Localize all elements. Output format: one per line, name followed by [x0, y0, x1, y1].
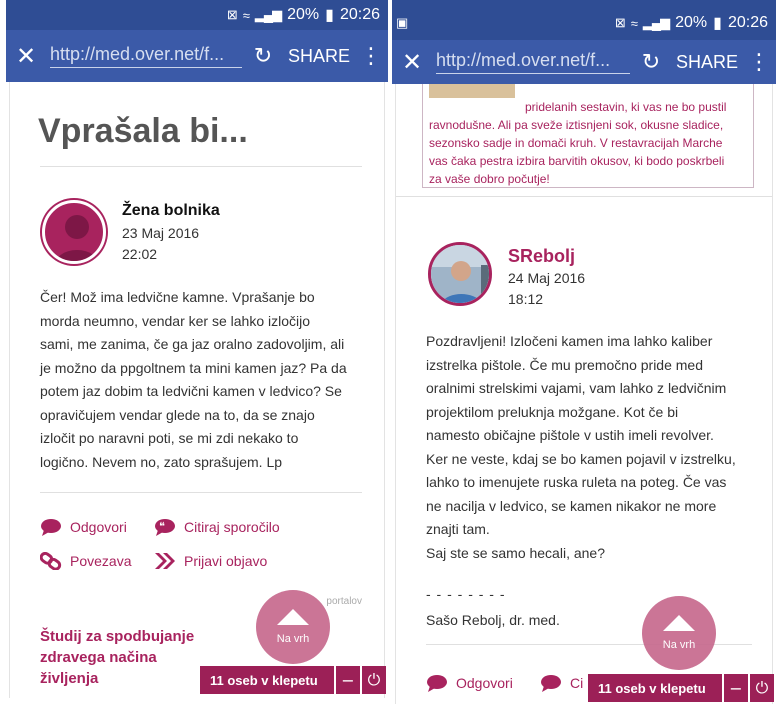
ad-line: za vaše dobro počutje!	[429, 172, 550, 186]
ad-line: sezonsko sadje in domači kruh. V restavracijah Marche	[429, 136, 723, 150]
clock: 20:26	[727, 14, 768, 31]
mute-icon: ⊠	[226, 7, 237, 22]
svg-text:❝: ❝	[159, 520, 165, 533]
chat-bar	[588, 674, 774, 702]
post-line: znajti tam.	[426, 521, 490, 537]
back-to-top-button[interactable]	[642, 596, 716, 670]
reply-label: Odgovori	[70, 519, 127, 535]
share-button[interactable]: SHARE	[287, 45, 350, 66]
url-field[interactable]: http://med.over.net/f...	[50, 44, 242, 68]
chat-bar	[200, 666, 386, 694]
close-icon[interactable]: ✕	[16, 42, 37, 70]
reply-label: Odgovori	[456, 675, 513, 691]
post-body	[426, 330, 766, 565]
related-article-title[interactable]	[40, 626, 194, 689]
chat-users-button[interactable]: 11 oseb v klepetu	[588, 674, 722, 702]
url-field[interactable]: http://med.over.net/f...	[436, 50, 630, 74]
ad-line: ravnodušne. Ali pa sveže iztisnjeni sok, okusne sladice,	[429, 118, 724, 132]
reply-link[interactable]	[40, 518, 127, 536]
quote-bubble-icon	[540, 674, 562, 692]
divider	[396, 196, 772, 197]
related-title-line: zdravega načina	[40, 649, 157, 666]
chat-minimize-button[interactable]: −	[334, 666, 360, 694]
browser-toolbar	[392, 40, 776, 84]
signal-icon: ▂▄▆	[642, 15, 670, 30]
reply-link[interactable]	[426, 674, 513, 692]
source-tag: portalov	[326, 596, 362, 607]
related-title-line: življenja	[40, 670, 99, 687]
battery-level: 20%	[287, 6, 320, 23]
chat-power-button[interactable]: ⏻	[360, 666, 386, 694]
divider	[40, 166, 362, 167]
wifi-icon: ≈	[242, 7, 249, 23]
speech-bubble-icon	[426, 674, 448, 692]
chat-minimize-button[interactable]: −	[722, 674, 748, 702]
signature: Sašo Rebolj, dr. med.	[426, 612, 560, 628]
post-line: sami, me zanima, če ga jaz oralno zadovoljim, ali	[40, 336, 345, 352]
battery-level: 20%	[675, 14, 708, 31]
status-bar	[6, 0, 388, 30]
ad-image	[429, 84, 515, 98]
chat-users-button[interactable]: 11 oseb v klepetu	[200, 666, 334, 694]
status-bar	[392, 0, 776, 40]
back-to-top-label: Na vrh	[276, 633, 310, 645]
related-title-line: Študij za spodbujanje	[40, 628, 195, 645]
post-line: Ker ne veste, kdaj se bo kamen pojavil v izstrelku,	[426, 450, 736, 467]
double-chevron-icon	[154, 552, 176, 570]
permalink-link[interactable]	[40, 552, 131, 570]
clock: 20:26	[339, 6, 380, 23]
post-line: potem jaz dobim ta ledvični kamen v ledvico? Se	[40, 383, 342, 399]
ad-line: pridelanih sestavin, ki vas ne bo pustil	[525, 100, 727, 114]
post-line: Saj ste se samo hecali, ane?	[426, 544, 605, 561]
battery-icon: ▮	[325, 7, 334, 24]
ad-banner[interactable]	[422, 84, 754, 188]
thread-title: Vprašala bi...	[38, 112, 248, 150]
page-content	[6, 82, 388, 698]
post-line: je možno da ppgoltnem ta mini kamen jaz? Pa da	[40, 359, 347, 376]
more-options-icon[interactable]: ⋮	[360, 43, 382, 69]
post-line: oralnimi strelskimi vajami, vam lahko z ledvičnim	[426, 380, 727, 396]
reload-icon[interactable]: ↻	[253, 43, 273, 69]
share-button[interactable]: SHARE	[675, 51, 738, 72]
quote-link[interactable]	[154, 518, 280, 536]
post-date: 23 Maj 2016	[122, 225, 200, 241]
reload-icon[interactable]: ↻	[641, 49, 661, 75]
quote-label: Ci	[570, 675, 584, 691]
back-to-top-button[interactable]	[256, 590, 330, 664]
post-line: ne nacilja v ledvico, se kamen nikakor ne more	[426, 497, 717, 514]
left-phone-screen	[6, 0, 388, 698]
quote-link[interactable]	[540, 674, 583, 692]
chat-power-button[interactable]: ⏻	[748, 674, 774, 702]
post-line: namesto običajne pištole v ustih imeli revolver.	[426, 427, 714, 443]
mute-icon: ⊠	[614, 15, 625, 30]
post-line: Čer! Mož ima ledvične kamne. Vprašanje bo	[40, 289, 315, 305]
up-arrow-icon	[277, 609, 309, 625]
post-line: Pozdravljeni! Izločeni kamen ima lahko kaliber	[426, 333, 713, 349]
up-arrow-icon	[663, 615, 695, 631]
ad-line: vas čaka pestra izbira barvitih okusov, ki bodo poskrbeli	[429, 154, 725, 168]
author-name[interactable]: SRebolj	[508, 246, 576, 266]
right-phone-screen	[392, 0, 776, 704]
avatar	[42, 200, 106, 264]
quote-label: Citiraj sporočilo	[184, 519, 280, 535]
more-options-icon[interactable]: ⋮	[748, 49, 770, 75]
post-line: izstrelka pištole. Če mu premočno pride med	[426, 356, 704, 373]
post-line: opravičujem vendar glede na to, da se znajo	[40, 406, 315, 423]
post-line: morda neumno, vendar ker se lahko izločijo	[40, 312, 311, 329]
wifi-icon: ≈	[630, 15, 637, 31]
page-content	[392, 84, 776, 704]
post-line: logično. Nevem no, zato sprašujem. Lp	[40, 453, 283, 470]
screenshot-icon: ▣	[396, 15, 409, 30]
post-line: projektilom preluknja možgane. Kot če bi	[426, 403, 679, 420]
back-to-top-label: Na vrh	[662, 639, 696, 651]
ad-text	[429, 98, 747, 188]
report-label: Prijavi objavo	[184, 553, 268, 569]
divider	[40, 492, 362, 493]
browser-toolbar	[6, 30, 388, 82]
post-line: lahko to imenujete ruska ruleta na poteg. Če vas	[426, 474, 727, 490]
post-line: izločit po naravni poti, se mi zdi nekako to	[40, 430, 299, 446]
permalink-label: Povezava	[70, 553, 132, 569]
post-time: 18:12	[508, 291, 544, 307]
report-link[interactable]	[154, 552, 267, 570]
post-time: 22:02	[122, 246, 158, 262]
quote-bubble-icon	[154, 518, 176, 536]
speech-bubble-icon	[40, 518, 62, 536]
chain-link-icon	[40, 552, 62, 570]
signature-separator: - - - - - - - -	[426, 586, 506, 602]
post-date: 24 Maj 2016	[508, 270, 586, 286]
signal-icon: ▂▄▆	[254, 7, 282, 22]
post-body	[40, 286, 370, 474]
battery-icon: ▮	[713, 15, 722, 32]
avatar	[428, 242, 492, 306]
close-icon[interactable]: ✕	[402, 48, 423, 76]
author-name[interactable]: Žena bolnika	[122, 202, 220, 219]
